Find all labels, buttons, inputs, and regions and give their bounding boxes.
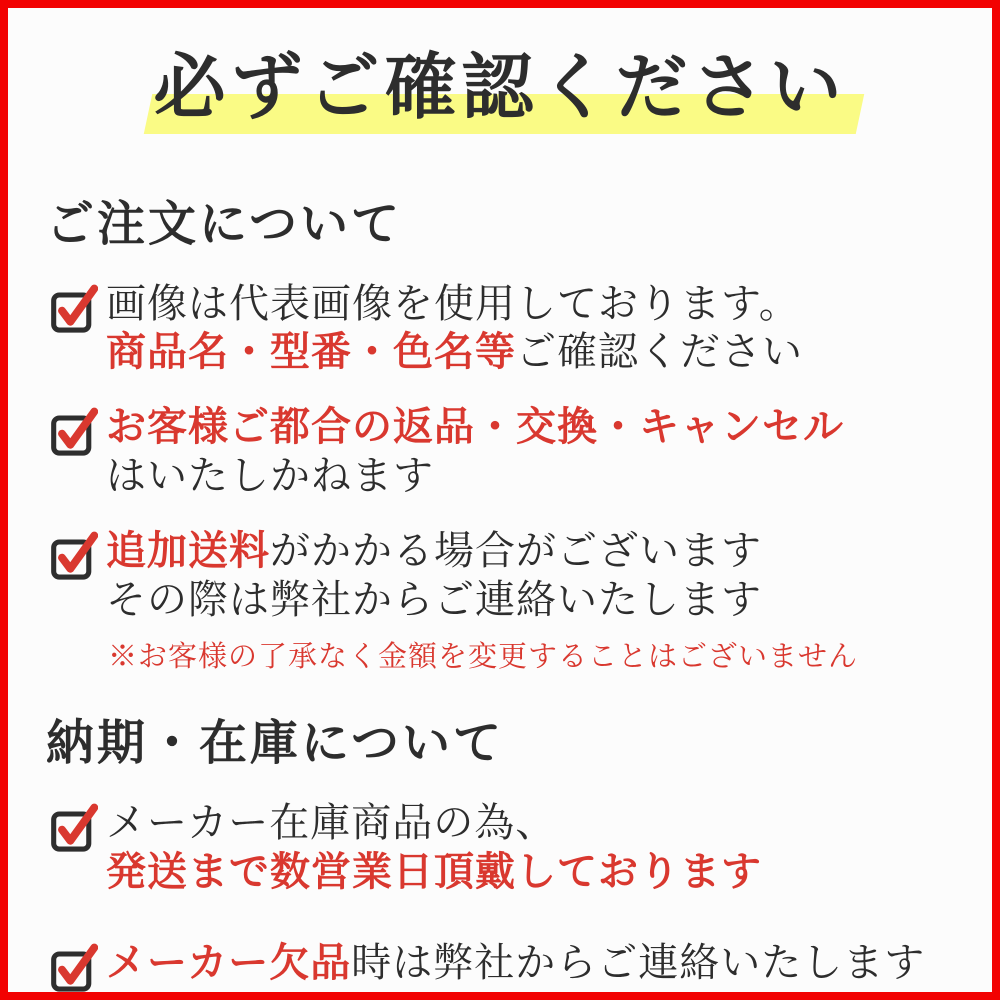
item-text: [106, 799, 762, 897]
text-segment: 追加送料: [106, 526, 270, 574]
checked-box-icon: [50, 527, 98, 581]
notice-item: [50, 280, 992, 378]
text-segment: はいたしかねます: [106, 452, 434, 499]
item-line: [106, 452, 844, 501]
text-segment: 画像は代表画像を使用しております。: [106, 280, 800, 327]
item-line: [106, 939, 925, 988]
page-title: 必ずご確認ください: [153, 44, 847, 129]
text-segment: メーカー欠品: [106, 938, 352, 986]
text-segment: 発送まで数営業日頂戴しております: [106, 847, 762, 895]
item-line: [106, 576, 762, 625]
checked-box-icon: [50, 280, 98, 334]
item-line: [106, 848, 762, 897]
text-segment: メーカー在庫商品の為、: [106, 799, 557, 846]
text-segment: がかかる場合がございます: [270, 527, 762, 574]
checked-box-icon: [50, 799, 98, 853]
item-line: [106, 527, 762, 576]
text-segment: 時は弊社からご連絡いたします: [351, 939, 926, 986]
notice-item: [50, 527, 992, 625]
item-text: [106, 939, 925, 988]
text-segment: ご確認ください: [516, 329, 803, 376]
section-heading-delivery: 納期・在庫について: [46, 715, 505, 772]
notice-item: [50, 403, 992, 501]
notice-item: [50, 799, 992, 897]
section-heading-order: ご注文について: [46, 196, 403, 252]
checked-box-icon: [50, 939, 98, 993]
title-block: [8, 40, 992, 156]
item-text: [106, 527, 762, 625]
text-segment: 商品名・型番・色名等: [106, 328, 516, 376]
item-text: [106, 403, 844, 501]
item-line: [106, 328, 803, 377]
item-text: [106, 280, 803, 378]
item-line: [106, 799, 762, 848]
text-segment: お客様ご都合の返品・交換・キャンセル: [106, 403, 844, 451]
text-segment: その際は弊社からご連絡いたします: [106, 576, 762, 623]
item-line: [106, 403, 844, 452]
notice-item: [50, 939, 992, 993]
checked-box-icon: [50, 403, 98, 457]
item-line: [106, 280, 803, 329]
note-text: ※お客様の了承なく金額を変更することはございません: [108, 639, 859, 674]
